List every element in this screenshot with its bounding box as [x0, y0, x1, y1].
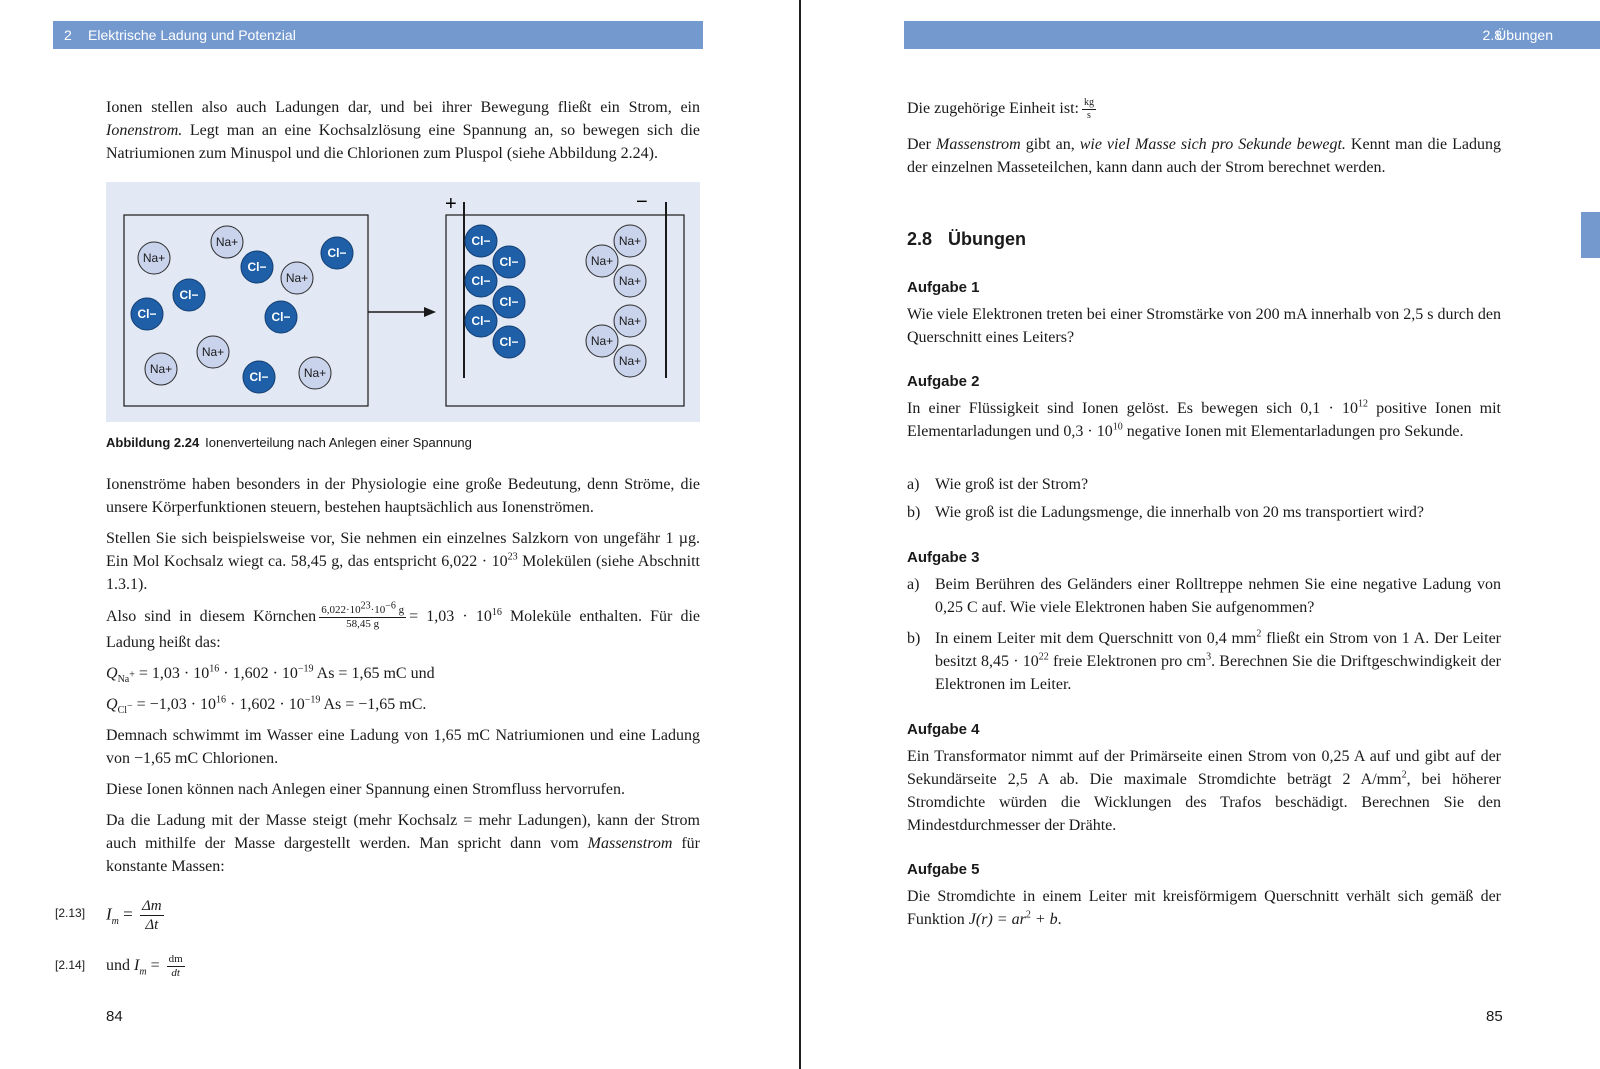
right-ion-label-7: Na+ — [618, 234, 642, 248]
unit-den: s — [1087, 110, 1091, 121]
minus-sign: − — [636, 191, 648, 213]
left-ion-label-8: Cl− — [271, 310, 291, 324]
running-header-left — [53, 21, 703, 49]
left-ion-label-5: Na+ — [285, 271, 309, 285]
task-3b — [907, 627, 1501, 696]
equation-q-na — [106, 662, 700, 685]
para7-emph: Massenstrom — [587, 835, 673, 852]
para-salzkorn — [106, 527, 700, 596]
para1-text-b: Legt man an eine Kochsalzlösung eine Spannung an, so bewegen sich die Natriumionen zum Minuspol und die Chlorionen zum Pluspol (siehe Abbildung 2.24). — [106, 122, 700, 162]
task3b-text-a: In einem Leiter mit dem Querschnitt von 0,4 mm — [935, 630, 1257, 647]
task2-text-c: negative Ionen mit Elementarladungen pro Sekunde. — [1122, 423, 1464, 440]
left-ion-label-4: Cl− — [327, 246, 347, 260]
eq-cl-subscript — [117, 700, 133, 717]
mass-text-a: Der — [907, 136, 936, 153]
task-2-heading: Aufgabe 2 — [907, 373, 980, 390]
para4-text-c: Moleküle enthalten. Für die Ladung heißt das: — [106, 608, 701, 651]
right-ion-group — [465, 225, 646, 377]
task3b-body — [935, 627, 1501, 696]
unit-text: Die zugehörige Einheit ist: — [907, 100, 1079, 118]
right-ion-label-12: Na+ — [618, 354, 642, 368]
page-number-right: 85 — [1486, 1008, 1503, 1025]
eq214-lhs: I — [134, 957, 140, 975]
eq-na-mid1: = 1,03 · 10 — [134, 665, 210, 682]
equation-213 — [106, 897, 167, 934]
eq-cl-mid2: · 1,602 · 10 — [226, 696, 305, 713]
task-5-heading: Aufgabe 5 — [907, 861, 980, 878]
task-2a — [907, 473, 1501, 496]
task3a-label: a) — [907, 576, 920, 593]
frac-num-c: g — [395, 604, 405, 616]
right-ion-label-8: Na+ — [590, 254, 614, 268]
massenstrom-definition — [907, 133, 1501, 187]
eq213-num: Δm — [142, 898, 162, 914]
frac-den: 58,45 g — [346, 618, 380, 630]
running-header-right — [904, 21, 1600, 49]
section-number-header: 2.8 — [1482, 27, 1502, 43]
para4-text-a: Also sind in diesem Körnchen — [106, 608, 317, 626]
frac-num-exp2: −6 — [385, 600, 396, 612]
eq-cl-q: Q — [106, 696, 118, 713]
task3b-text-c: freie Elektronen pro cm — [1048, 653, 1207, 670]
eq214-den: dt — [171, 967, 180, 979]
equation-number-213: [2.13] — [55, 906, 86, 920]
chapter-number: 2 — [64, 27, 72, 43]
eq-cl-exp2: −19 — [304, 694, 321, 706]
caption-text: Ionenverteilung nach Anlegen einer Spannung — [205, 435, 472, 450]
right-page — [801, 0, 1600, 1069]
eq-na-exp1: 16 — [209, 663, 220, 675]
mass-emph2: wie viel Masse sich pro Sekunde bewegt. — [1079, 136, 1346, 153]
right-ion-label-1: Cl− — [471, 234, 491, 248]
eq213-lhs: I — [106, 904, 112, 924]
plus-sign: + — [445, 193, 457, 215]
equation-214 — [106, 953, 188, 980]
para-physiologie: Ionenströme haben besonders in der Physiologie eine große Bedeutung, denn Ströme, die unsere Körperfunktionen steuern, bestehen hauptsächlich aus Ionenströmen. — [106, 476, 700, 516]
eq-na-mid2: · 1,602 · 10 — [219, 665, 298, 682]
eq213-lhs-sub: m — [111, 915, 119, 927]
task2a-text: Wie groß ist der Strom? — [935, 476, 1089, 493]
task2b-text: Wie groß ist die Ladungsmenge, die innerhalb von 20 ms transportiert wird? — [935, 504, 1425, 521]
chapter-title: Elektrische Ladung und Potenzial — [88, 27, 296, 43]
task4-exp: 2 — [1401, 769, 1407, 781]
task5-func: J(r) = ar — [968, 911, 1026, 928]
arrow-icon — [424, 307, 436, 317]
task-5-text — [907, 885, 1501, 931]
para-stromfluss: Diese Ionen können nach Anlegen einer Spannung einen Stromfluss hervorrufen. — [106, 781, 625, 798]
left-ion-label-12: Na+ — [303, 366, 327, 380]
task2-exp1: 12 — [1357, 398, 1368, 410]
unit-num: kg — [1083, 97, 1094, 108]
eq214-eq: = — [146, 957, 164, 975]
frac-num-b: ·10 — [370, 604, 386, 616]
task2-exp2: 10 — [1112, 421, 1123, 433]
task-4-heading: Aufgabe 4 — [907, 721, 980, 738]
right-ion-label-4: Cl− — [499, 295, 519, 309]
eq214-prefix: und — [106, 957, 134, 975]
para3-exp: 23 — [507, 551, 518, 563]
paragraph-ionenstrom — [106, 96, 700, 173]
right-ion-label-5: Cl− — [471, 314, 491, 328]
task5-end: . — [1057, 911, 1062, 928]
task3b-text-d: . Berechnen Sie die Driftgeschwindigkeit der Elektronen im Leiter. — [935, 653, 1502, 693]
ion-diagram — [106, 182, 700, 422]
task-1-heading: Aufgabe 1 — [907, 279, 980, 296]
right-ion-label-10: Na+ — [618, 314, 642, 328]
task2-text-b: positive Ionen mit Elementarladungen und 0,3 · 10 — [907, 400, 1501, 440]
para3-text-a: Stellen Sie sich beispielsweise vor, Sie nehmen ein einzelnes Salzkorn von ungefähr 1 µg. Ein Mol Kochsalz wiegt ca. 58,45 g, das entspricht 6,022 · 10 — [106, 530, 700, 570]
para1-emph: Ionenstrom. — [106, 122, 183, 139]
ion-figure — [106, 182, 700, 422]
eq213-den: Δt — [145, 917, 159, 933]
eq-na-sub: Na — [117, 674, 130, 686]
eq214-num: dm — [168, 953, 183, 965]
frac-num-a: 6,022·10 — [321, 604, 361, 616]
task2-text-a: In einer Flüssigkeit sind Ionen gelöst. Es bewegen sich 0,1 · 10 — [907, 400, 1358, 417]
mass-text-b: gibt an, — [1020, 136, 1080, 153]
task3b-text-b: fließt ein Strom von 1 A. Der Leiter besitzt 8,45 · 10 — [935, 630, 1501, 670]
eq-cl-sub: Cl — [117, 705, 128, 717]
frac-num-exp1: 23 — [360, 600, 371, 612]
mass-emph1: Massenstrom — [935, 136, 1021, 153]
eq-cl-exp1: 16 — [216, 694, 227, 706]
caption-label: Abbildung 2.24 — [106, 435, 200, 450]
para3-text-b: Molekülen (siehe Abschnitt 1.3.1). — [106, 553, 700, 593]
left-ion-label-1: Na+ — [142, 251, 166, 265]
mass-text-c: Kennt man die Ladung der einzelnen Masseteilchen, kann dann auch der Strom berechnet werden. — [907, 136, 1501, 176]
para7-text-a: Da die Ladung mit der Masse steigt (mehr Kochsalz = mehr Ladungen), kann der Strom auch mithilfe der Masse dargestellt werden. Man spricht dann vom — [106, 812, 700, 852]
eq213-eq: = — [118, 904, 137, 924]
equation-q-cl — [106, 693, 700, 716]
right-ion-label-9: Na+ — [618, 274, 642, 288]
left-ion-label-2: Na+ — [215, 235, 239, 249]
task3b-exp1: 2 — [1256, 628, 1262, 640]
task-2-text — [907, 397, 1501, 443]
task5-text-a: Die Stromdichte in einem Leiter mit kreisförmigem Querschnitt verhält sich gemäß der Funktion — [907, 888, 1501, 928]
para-demnach: Demnach schwimmt im Wasser eine Ladung von 1,65 mC Natriumionen und eine Ladung von −1,65 mC Chlorionen. — [106, 727, 700, 767]
eq-cl-mid1: = −1,03 · 10 — [132, 696, 217, 713]
task2b-label: b) — [907, 504, 921, 521]
section-heading — [907, 229, 1026, 250]
unit-fraction — [1082, 97, 1096, 122]
equation-number-214: [2.14] — [55, 958, 86, 972]
figure-caption — [106, 435, 472, 450]
eq-na-exp2: −19 — [297, 663, 314, 675]
task-1-text: Wie viele Elektronen treten bei einer Stromstärke von 200 mA innerhalb von 2,5 s durch den Querschnitt eines Leiters? — [907, 306, 1501, 346]
para-massenstrom — [106, 809, 700, 878]
para7-text-b: für konstante Massen: — [106, 835, 701, 875]
section-title-header: Übungen — [1496, 27, 1553, 43]
task3a-text: Beim Berühren des Geländers einer Rolltreppe nehmen Sie eine negative Ladung von 0,25 C auf. Wie viele Elektronen haben Sie aufgenommen? — [935, 576, 1501, 616]
task3b-exp2: 22 — [1038, 651, 1049, 663]
task-3-heading: Aufgabe 3 — [907, 549, 980, 566]
task2a-label: a) — [907, 476, 920, 493]
eq214-fraction — [167, 953, 185, 980]
para1-text-a: Ionen stellen also auch Ladungen dar, und bei ihrer Bewegung fließt ein Strom, ein — [106, 99, 700, 116]
eq-na-end: As = 1,65 mC und — [313, 665, 435, 682]
para4-exp: 16 — [491, 606, 502, 618]
eq214-lhs-sub: m — [139, 966, 147, 978]
left-ion-label-6: Cl− — [179, 288, 199, 302]
left-ion-label-3: Cl− — [247, 260, 267, 274]
left-body-text — [106, 473, 700, 886]
task4-text-a: Ein Transformator nimmt auf der Primärseite einen Strom von 0,25 A auf und gibt auf der Sekundärseite 2,5 A ab. Die maximale Stromdichte beträgt 2 A/mm — [907, 748, 1501, 788]
left-ion-label-7: Cl− — [137, 307, 157, 321]
task3b-exp3: 3 — [1206, 651, 1212, 663]
eq-na-subscript — [117, 669, 135, 686]
left-ion-label-9: Na+ — [201, 345, 225, 359]
left-ion-label-11: Cl− — [249, 370, 269, 384]
right-ion-label-6: Cl− — [499, 335, 519, 349]
task3b-label: b) — [907, 630, 921, 647]
eq-cl-end: As = −1,65 mC. — [320, 696, 427, 713]
right-ion-label-3: Cl− — [471, 274, 491, 288]
right-ion-label-2: Cl− — [499, 255, 519, 269]
eq-na-q: Q — [106, 665, 118, 682]
section-title: Übungen — [948, 229, 1027, 249]
task5-func-end: + b — [1030, 911, 1058, 928]
eq-na-subsup: + — [129, 669, 135, 681]
left-ion-label-10: Na+ — [149, 362, 173, 376]
unit-line — [907, 97, 1501, 122]
task-4-text — [907, 745, 1501, 837]
thumb-index-tab — [1581, 212, 1600, 258]
molecule-fraction — [319, 600, 406, 631]
task-3a — [907, 573, 1501, 619]
page-number-left: 84 — [106, 1008, 123, 1025]
task5-exp: 2 — [1025, 909, 1031, 921]
right-ion-label-11: Na+ — [590, 334, 614, 348]
para4-text-b: = 1,03 · 10 — [409, 608, 492, 626]
para-koernchen — [106, 600, 701, 654]
task4-text-b: , bei höherer Stromdichte würden die Wicklungen des Trafos beschädigt. Berechnen Sie den Mindestdurchmesser der Drähte. — [907, 771, 1502, 834]
eq213-fraction — [140, 897, 164, 934]
eq-cl-subsup: − — [127, 700, 133, 712]
section-number: 2.8 — [907, 229, 933, 249]
task-2b — [907, 501, 1501, 524]
left-ion-group — [131, 226, 353, 393]
